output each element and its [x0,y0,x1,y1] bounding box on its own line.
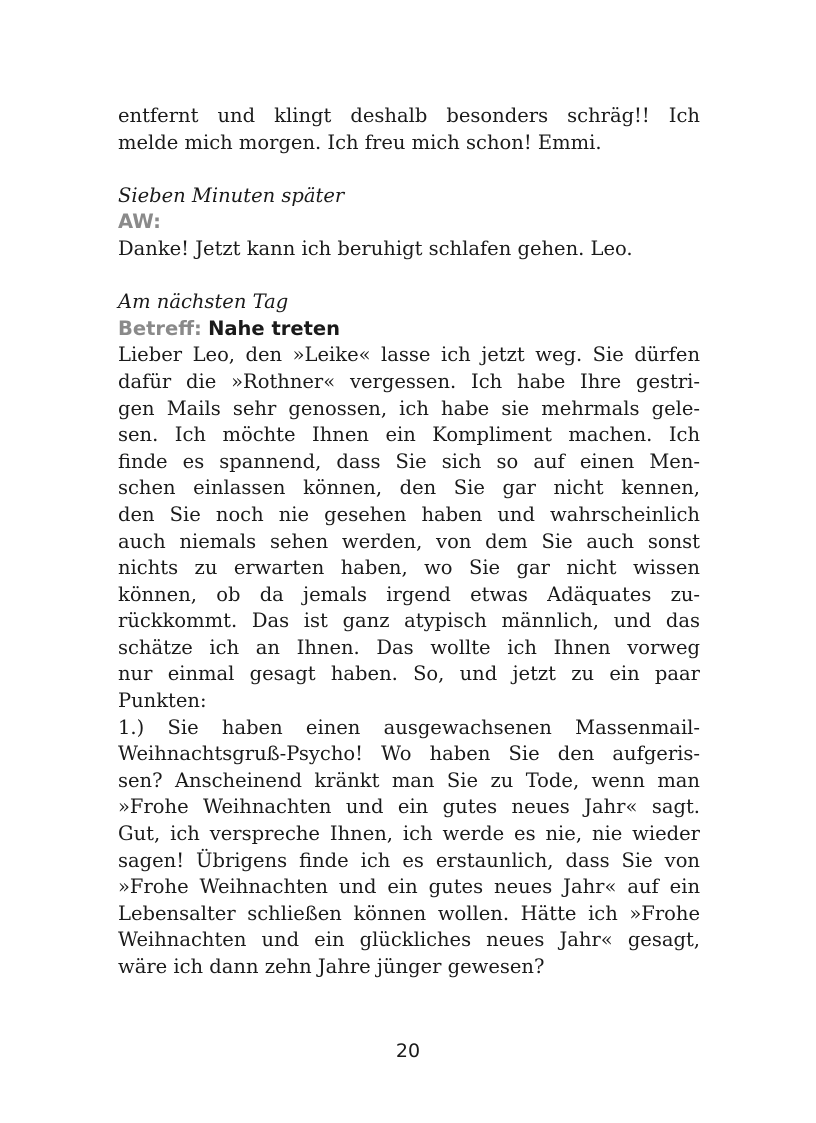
email-body [118,342,700,980]
time-note: Sieben Minuten später [118,183,345,207]
paragraph-line: Gut, ich verspreche Ihnen, ich werde es nie, nie wieder [118,822,700,846]
paragraph-line: entfernt und klingt deshalb besonders schräg!! Ich [118,104,700,127]
paragraph-line: »Frohe Weihnachten und ein gutes neues Jahr« auf ein [118,875,700,899]
paragraph-line: melde mich morgen. Ich freu mich schon! Emmi. [118,130,602,154]
paragraph-line: Lebensalter schließen können wollen. Hätte ich »Frohe [118,901,700,925]
subject-value: Nahe treten [208,316,341,340]
book-page-text [118,103,700,981]
message-line: Danke! Jetzt kann ich beruhigt schlafen gehen. Leo. [118,236,633,260]
paragraph-line: sen. Ich möchte Ihnen ein Kompliment machen. Ich [118,423,700,447]
paragraph-line: rückkommt. Das ist ganz atypisch männlich, und das [118,609,700,633]
paragraph-line: auch niemals sehen werden, von dem Sie auch sonst [118,529,700,553]
paragraph-line: finde es spannend, dass Sie sich so auf einen Men- [118,449,700,473]
sender-label: AW: [118,210,161,234]
paragraph-line: nichts zu erwarten haben, wo Sie gar nicht wissen [118,556,700,580]
subject-line [118,316,700,343]
paragraph-line: können, ob da jemals irgend etwas Adäquates zu- [118,582,700,606]
paragraph-line: Punkten: [118,689,207,713]
paragraph-line: sen? Anscheinend kränkt man Sie zu Tode, wenn man [118,768,700,792]
paragraph-line: schätze ich an Ihnen. Das wollte ich Ihnen vorweg [118,635,700,659]
paragraph-gap [118,263,700,290]
paragraph-line: wäre ich dann zehn Jahre jünger gewesen? [118,955,545,978]
paragraph-line: gen Mails sehr genossen, ich habe sie mehrmals gele- [118,396,700,420]
paragraph-line: Lieber Leo, den »Leike« lasse ich jetzt weg. Sie dürfen [118,343,700,367]
time-note: Am nächsten Tag [118,290,289,314]
paragraph-line: schen einlassen können, den Sie gar nicht kennen, [118,476,700,500]
paragraph-line: Weihnachten und ein glückliches neues Jahr« gesagt, [118,928,700,952]
subject-label: Betreff: [118,316,202,340]
paragraph-line: »Frohe Weihnachten und ein gutes neues Jahr« sagt. [118,795,700,819]
paragraph-line: Weihnachtsgruß-Psycho! Wo haben Sie den aufgeris- [118,742,700,766]
paragraph-line: dafür die »Rothner« vergessen. Ich habe Ihre gestri- [118,369,700,393]
paragraph-line: nur einmal gesagt haben. So, und jetzt zu ein paar [118,662,700,686]
paragraph-line: den Sie noch nie gesehen haben und wahrscheinlich [118,502,700,526]
paragraph-line: sagen! Übrigens finde ich es erstaunlich, dass Sie von [118,848,700,872]
paragraph-line: 1.) Sie haben einen ausgewachsenen Massenmail- [118,715,700,739]
page-number: 20 [395,1040,421,1062]
paragraph-gap [118,156,700,183]
